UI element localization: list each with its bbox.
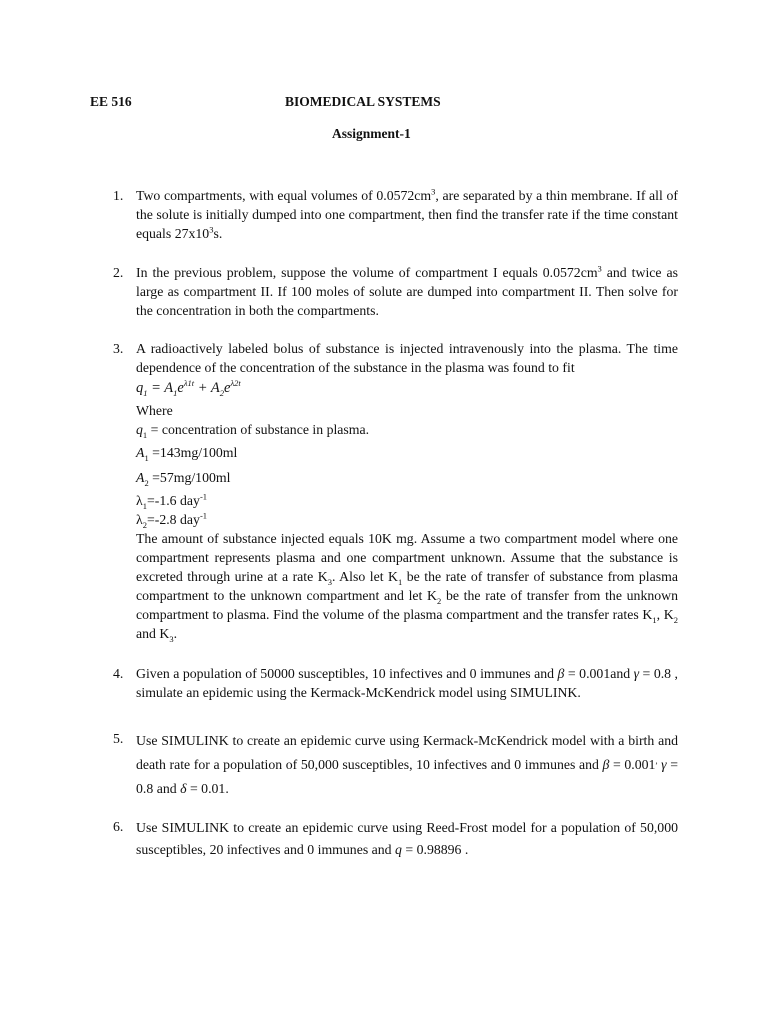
question-3 <box>113 339 678 643</box>
question-text: A radioactively labeled bolus of substance is injected intravenously into the plasma. The time dependence of the concentration of the substance in the plasma was found to fit <box>136 341 678 375</box>
question-1 <box>113 186 678 243</box>
question-number: 5. <box>113 731 124 746</box>
question-number: 6. <box>113 819 124 834</box>
definition-a2: $A_2 =57mg/100ml$ <box>136 470 231 488</box>
question-4 <box>113 664 678 702</box>
question-number: 2. <box>113 265 124 280</box>
question-text: Use SIMULINK to create an epidemic curve using Reed-Frost model for a population of 50,000 susceptibles, 20 infectives and 0 immunes and q = 0.98896 . <box>136 820 678 857</box>
question-text: In the previous problem, suppose the volume of compartment I equals $0.0572cm^3$ and twice as large as compartment II. If 100 moles of solute are dumped into compartment II. Then solve for the concentration in both the compartments. <box>136 263 678 318</box>
where-label: Where <box>136 403 173 418</box>
question-6 <box>113 817 678 861</box>
question-number: 3. <box>113 341 124 356</box>
concentration-equation: $q_1 = A_1e^{\lambda 1t} + A_2e^{\lambda 2t}$ <box>136 378 241 398</box>
question-body: The amount of substance injected equals 10K mg. Assume a two compartment model where one compartment represents plasma and one compartment unknown. Assume that the substance is excreted through urine at a rate $K_3$. Also let $K_1$ be the rate of transfer of substance from plasma compartment to the unknown compartment and let $K_2$ be the rate of transfer from the unknown compartment to plasma. Find the volume of the plasma compartment and the transfer rates $K_1$, $K_2$ and $K_3$. <box>136 531 678 644</box>
question-5 <box>113 729 678 801</box>
question-text: Use SIMULINK to create an epidemic curve using Kermack-McKendrick model with a birth and death rate for a population of 50,000 susceptibles, 10 infectives and 0 immunes and β = 0.001, γ = 0.8 and δ = 0.01. <box>136 733 678 796</box>
question-number: 1. <box>113 188 124 203</box>
definition-q1: $q_1$ = concentration of substance in plasma. <box>136 422 370 440</box>
definition-lambda1: $\lambda_1=-1.6$ day$^{-1}$ <box>136 491 208 511</box>
question-text: Two compartments, with equal volumes of $0.0572cm^3$, are separated by a thin membrane. If all of the solute is initially dumped into one compartment, then find the transfer rate if the time constant equals $27x10^3s$. <box>136 186 678 241</box>
course-title: BIOMEDICAL SYSTEMS <box>285 94 441 109</box>
assignment-title: Assignment-1 <box>332 126 411 141</box>
question-2 <box>113 263 678 320</box>
question-text: Given a population of 50000 susceptibles, 10 infectives and 0 immunes and β = 0.001and γ = 0.8 , simulate an epidemic using the Kermack-McKendrick model using SIMULINK. <box>136 666 678 700</box>
course-code: EE 516 <box>90 94 132 109</box>
definition-a1: $A_1 =143mg/100ml$ <box>136 445 238 463</box>
definition-lambda2: $\lambda_2=-2.8$ day$^{-1}$ <box>136 510 208 530</box>
question-number: 4. <box>113 666 124 681</box>
